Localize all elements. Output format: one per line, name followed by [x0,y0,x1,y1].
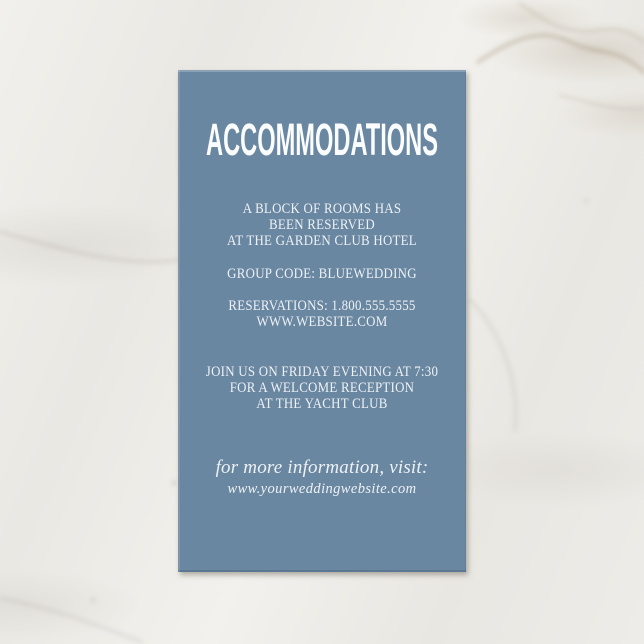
rooms-line-3: AT THE GARDEN CLUB HOTEL [227,233,417,249]
reception-block [198,364,446,412]
group-code-line: GROUP CODE: BLUEWEDDING [227,266,417,282]
card-title [178,108,466,168]
group-code-block [198,266,446,282]
reservations-line-2: WWW.WEBSITE.COM [256,314,388,330]
reservations-block [198,298,446,330]
card-title-text: ACCOMMODATIONS [206,114,438,165]
rooms-line-1: A BLOCK OF ROOMS HAS [242,201,402,217]
reception-line-1: JOIN US ON FRIDAY EVENING AT 7:30 [205,364,439,380]
more-info-line: for more information, visit: [215,457,429,478]
reception-line-3: AT THE YACHT CLUB [256,396,388,412]
rooms-line-2: BEEN RESERVED [269,217,375,233]
accommodations-card [178,70,466,572]
reception-line-2: FOR A WELCOME RECEPTION [229,380,415,396]
wedding-website-line: www.yourweddingwebsite.com [227,481,417,497]
reservations-line-1: RESERVATIONS: 1.800.555.5555 [228,298,416,314]
rooms-block [198,201,446,249]
